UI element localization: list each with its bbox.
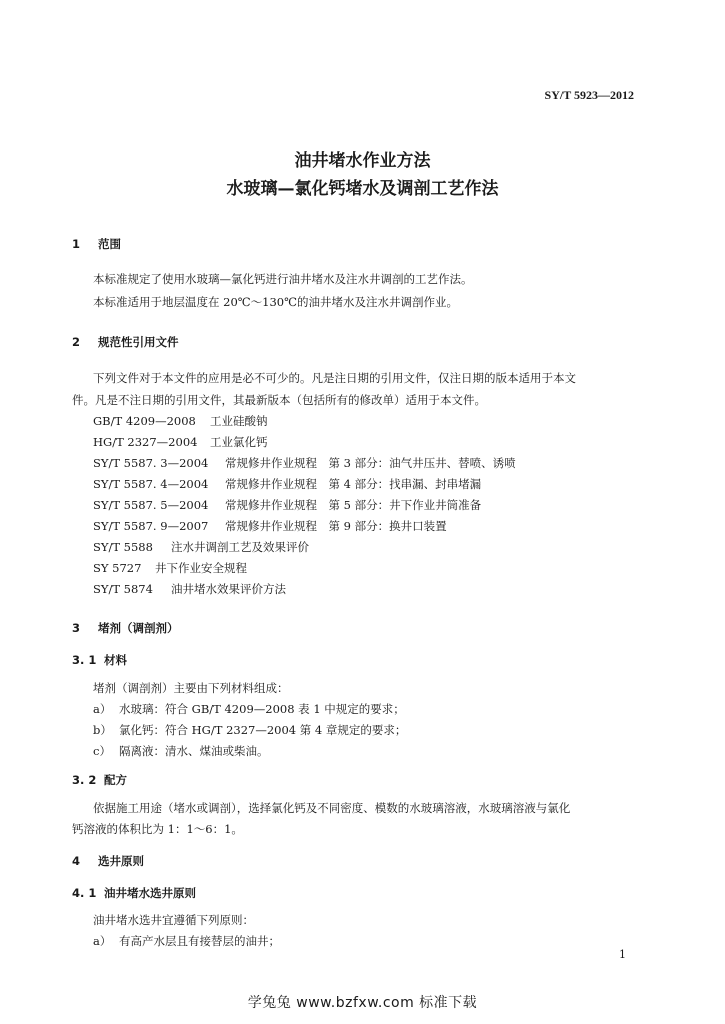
list-item bbox=[93, 722, 406, 738]
list-marker: c） bbox=[93, 744, 111, 758]
section-title: 堵剂（调剖剂） bbox=[98, 621, 179, 635]
section-1-paragraph-2: 本标准适用于地层温度在 20℃～130℃的油井堵水及注水井调剖作业。 bbox=[93, 295, 458, 309]
reference-code: GB/T 4209—2008 bbox=[93, 414, 196, 428]
reference-title: 常规修井作业规程 第 4 部分：找串漏、封串堵漏 bbox=[225, 477, 482, 491]
subsection-3-1-intro: 堵剂（调剖剂）主要由下列材料组成： bbox=[93, 681, 289, 695]
standard-number: SY/T 5923—2012 bbox=[544, 88, 634, 102]
reference-title: 油井堵水效果评价方法 bbox=[171, 582, 286, 596]
document-title-line1: 油井堵水作业方法 bbox=[294, 151, 431, 171]
section-title: 选井原则 bbox=[98, 854, 144, 868]
subsection-3-2-paragraph-line2: 钙溶液的体积比为 1：1～6：1。 bbox=[72, 822, 243, 836]
subsection-4-1-heading bbox=[72, 885, 196, 901]
list-marker: b） bbox=[93, 723, 112, 737]
reference-code: SY/T 5587. 9—2007 bbox=[93, 519, 209, 533]
subsection-3-2-paragraph-line1: 依据施工用途（堵水或调剖），选择氯化钙及不同密度、模数的水玻璃溶液，水玻璃溶液与氯化 bbox=[93, 801, 571, 815]
reference-code: SY/T 5587. 4—2004 bbox=[93, 477, 209, 491]
section-title: 范围 bbox=[98, 237, 121, 251]
subsection-4-1-intro: 油井堵水选井宜遵循下列原则： bbox=[93, 913, 254, 927]
subsection-title: 配方 bbox=[104, 773, 127, 787]
subsection-3-2-heading bbox=[72, 772, 127, 788]
section-number: 4 bbox=[72, 854, 81, 868]
section-title: 规范性引用文件 bbox=[98, 335, 179, 349]
section-2-paragraph-line2: 件。凡是不注日期的引用文件，其最新版本（包括所有的修改单）适用于本文件。 bbox=[72, 393, 486, 407]
footer-watermark: 学兔兔 www.bzfxw.com 标准下载 bbox=[247, 995, 478, 1011]
reference-code: SY 5727 bbox=[93, 561, 142, 575]
page-number: 1 bbox=[619, 948, 626, 961]
subsection-number: 4. 1 bbox=[72, 886, 97, 900]
reference-item bbox=[93, 476, 481, 492]
section-4-heading bbox=[72, 853, 144, 869]
section-3-heading bbox=[72, 620, 179, 636]
subsection-title: 材料 bbox=[104, 653, 127, 667]
subsection-3-1-heading bbox=[72, 652, 127, 668]
section-2-paragraph-line1: 下列文件对于本文件的应用是必不可少的。凡是注日期的引用文件，仅注日期的版本适用于本文 bbox=[93, 371, 576, 385]
reference-code: SY/T 5587. 5—2004 bbox=[93, 498, 209, 512]
list-text: 有高产水层且有接替层的油井； bbox=[119, 934, 280, 948]
reference-item bbox=[93, 560, 247, 576]
subsection-title: 油井堵水选井原则 bbox=[104, 886, 196, 900]
reference-item bbox=[93, 434, 268, 450]
reference-title: 常规修井作业规程 第 5 部分：井下作业井筒准备 bbox=[225, 498, 482, 512]
section-2-heading bbox=[72, 334, 179, 350]
reference-code: SY/T 5587. 3—2004 bbox=[93, 456, 209, 470]
reference-item bbox=[93, 497, 481, 513]
reference-item bbox=[93, 518, 447, 534]
reference-title: 注水井调剖工艺及效果评价 bbox=[171, 540, 309, 554]
reference-title: 常规修井作业规程 第 9 部分：换井口装置 bbox=[225, 519, 447, 533]
list-marker: a） bbox=[93, 934, 112, 948]
section-number: 2 bbox=[72, 335, 81, 349]
reference-code: SY/T 5588 bbox=[93, 540, 153, 554]
subsection-number: 3. 1 bbox=[72, 653, 97, 667]
reference-title: 井下作业安全规程 bbox=[155, 561, 247, 575]
section-number: 1 bbox=[72, 237, 81, 251]
reference-title: 工业氯化钙 bbox=[210, 435, 268, 449]
reference-code: HG/T 2327—2004 bbox=[93, 435, 198, 449]
subsection-number: 3. 2 bbox=[72, 773, 97, 787]
list-text: 水玻璃：符合 GB/T 4209—2008 表 1 中规定的要求； bbox=[119, 702, 405, 716]
reference-item bbox=[93, 455, 516, 471]
reference-item bbox=[93, 581, 286, 597]
reference-code: SY/T 5874 bbox=[93, 582, 153, 596]
document-title-line2: 水玻璃—氯化钙堵水及调剖工艺作法 bbox=[226, 179, 499, 199]
section-1-heading bbox=[72, 236, 121, 252]
list-marker: a） bbox=[93, 702, 112, 716]
list-text: 隔离液：清水、煤油或柴油。 bbox=[119, 744, 269, 758]
reference-item bbox=[93, 413, 268, 429]
reference-item bbox=[93, 539, 309, 555]
list-item bbox=[93, 701, 405, 717]
section-number: 3 bbox=[72, 621, 81, 635]
reference-title: 常规修井作业规程 第 3 部分：油气井压井、替喷、诱喷 bbox=[225, 456, 516, 470]
section-1-paragraph-1: 本标准规定了使用水玻璃—氯化钙进行油井堵水及注水井调剖的工艺作法。 bbox=[93, 272, 473, 286]
reference-title: 工业硅酸钠 bbox=[210, 414, 268, 428]
list-text: 氯化钙：符合 HG/T 2327—2004 第 4 章规定的要求； bbox=[119, 723, 407, 737]
list-item bbox=[93, 933, 280, 949]
list-item bbox=[93, 743, 269, 759]
